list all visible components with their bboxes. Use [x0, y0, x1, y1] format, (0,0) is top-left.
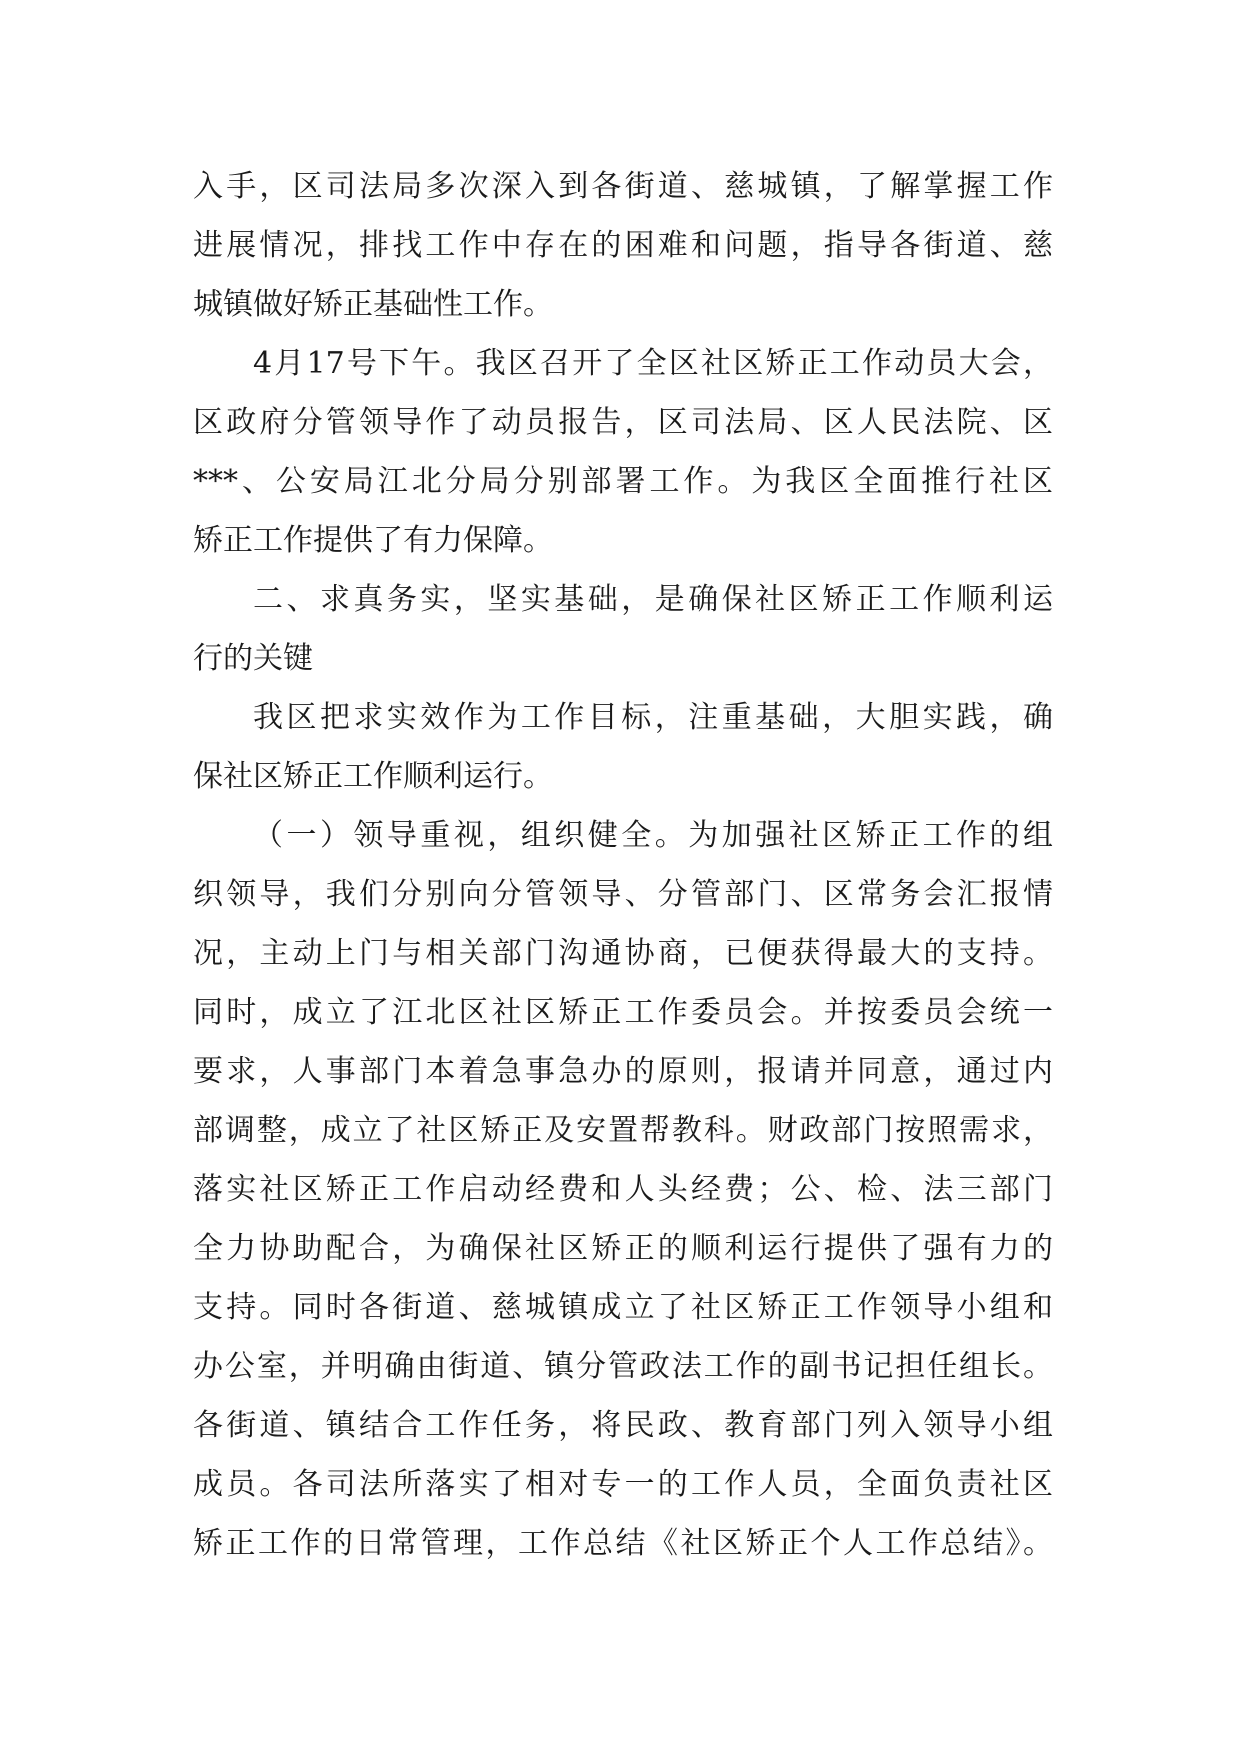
- text-line: 同时，成立了江北区社区矫正工作委员会。并按委员会统一: [193, 995, 1053, 1030]
- text-line: （一）领导重视，组织健全。为加强社区矫正工作的组: [253, 818, 1053, 853]
- text-line: 城镇做好矫正基础性工作。: [193, 287, 553, 322]
- text-line: 全力协助配合，为确保社区矫正的顺利运行提供了强有力的: [193, 1231, 1053, 1266]
- text-line: 要求，人事部门本着急事急办的原则，报请并同意，通过内: [193, 1054, 1053, 1089]
- text-line: 织领导，我们分别向分管领导、分管部门、区常务会汇报情: [193, 877, 1053, 912]
- text-line: 行的关键: [193, 641, 313, 676]
- text-line: 支持。同时各街道、慈城镇成立了社区矫正工作领导小组和: [193, 1290, 1053, 1325]
- text-line: 矫正工作的日常管理，工作总结《社区矫正个人工作总结》。: [193, 1526, 1053, 1561]
- text-line: 入手，区司法局多次深入到各街道、慈城镇，了解掌握工作: [193, 169, 1053, 204]
- text-line: 部调整，成立了社区矫正及安置帮教科。财政部门按照需求，: [193, 1113, 1053, 1148]
- text-line: 矫正工作提供了有力保障。: [193, 523, 553, 558]
- text-line: 二、求真务实，坚实基础，是确保社区矫正工作顺利运: [253, 582, 1053, 617]
- text-line: 况，主动上门与相关部门沟通协商，已便获得最大的支持。: [193, 936, 1053, 971]
- text-line: ***、公安局江北分局分别部署工作。为我区全面推行社区: [193, 464, 1053, 499]
- text-line: 我区把求实效作为工作目标，注重基础，大胆实践，确: [253, 700, 1053, 735]
- text-line: 办公室，并明确由街道、镇分管政法工作的副书记担任组长。: [193, 1349, 1053, 1384]
- text-line: 保社区矫正工作顺利运行。: [193, 759, 553, 794]
- text-line: 进展情况，排找工作中存在的困难和问题，指导各街道、慈: [193, 228, 1053, 263]
- body-text: [193, 157, 1053, 1573]
- text-line: 落实社区矫正工作启动经费和人头经费；公、检、法三部门: [193, 1172, 1053, 1207]
- text-line: 4月17号下午。我区召开了全区社区矫正工作动员大会，: [253, 346, 1053, 381]
- text-line: 成员。各司法所落实了相对专一的工作人员，全面负责社区: [193, 1467, 1053, 1502]
- text-line: 各街道、镇结合工作任务，将民政、教育部门列入领导小组: [193, 1408, 1053, 1443]
- text-line: 区政府分管领导作了动员报告，区司法局、区人民法院、区: [193, 405, 1053, 440]
